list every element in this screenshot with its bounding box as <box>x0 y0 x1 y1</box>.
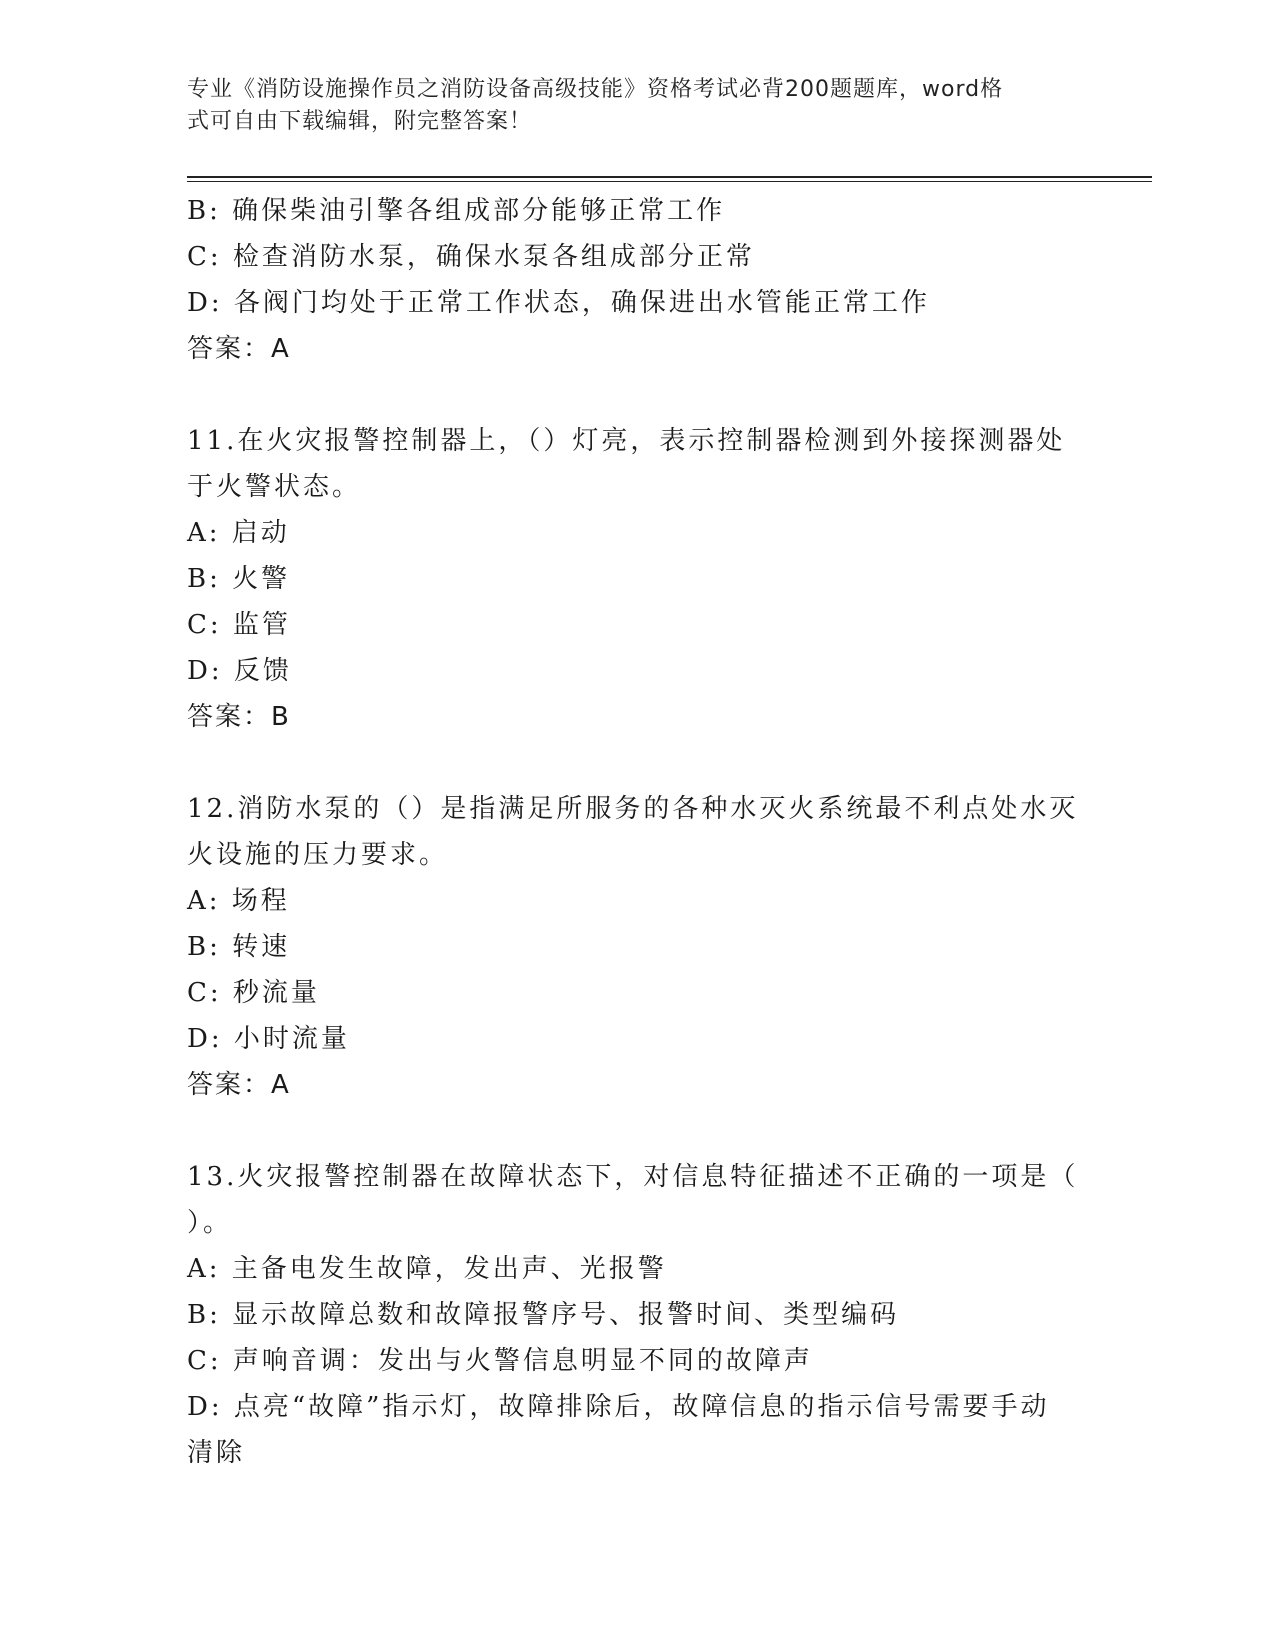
spacer <box>187 1108 1077 1154</box>
question-text-line-2: 火设施的压力要求。 <box>187 840 449 870</box>
option-b: B: 显示故障总数和故障报警序号、报警时间、类型编码 <box>187 1300 900 1330</box>
prev-question <box>187 188 1077 372</box>
option-a: A: 主备电发生故障，发出声、光报警 <box>187 1254 667 1284</box>
answer: 答案：B <box>187 702 291 732</box>
question-text-line-2: 于火警状态。 <box>187 472 362 502</box>
option-c: C: 监管 <box>187 610 291 640</box>
question-text-line-1: 11.在火灾报警控制器上，（）灯亮，表示控制器检测到外接探测器处 <box>187 426 1066 456</box>
option-c: C: 声响音调：发出与火警信息明显不同的故障声 <box>187 1346 813 1376</box>
option-a: A: 场程 <box>187 886 290 916</box>
option-d: D: 点亮“故障”指示灯，故障排除后，故障信息的指示信号需要手动 <box>187 1392 1050 1422</box>
question-text-line-2: ）。 <box>187 1208 233 1238</box>
option-c: C: 检查消防水泵，确保水泵各组成部分正常 <box>187 242 755 272</box>
header-line-1: 专业《消防设施操作员之消防设备高级技能》资格考试必背200题题库，word格 <box>187 77 1004 102</box>
spacer <box>187 740 1077 786</box>
option-d-continuation: 清除 <box>187 1438 246 1468</box>
header-rule-thin <box>187 181 1152 182</box>
option-d: D: 反馈 <box>187 656 292 686</box>
option-d: D: 各阀门均处于正常工作状态，确保进出水管能正常工作 <box>187 288 930 318</box>
document-header <box>187 74 1067 138</box>
question-text-line-1: 12.消防水泵的（）是指满足所服务的各种水灭火系统最不利点处水灭 <box>187 794 1079 824</box>
question-13 <box>187 1154 1077 1476</box>
option-b: B: 确保柴油引擎各组成部分能够正常工作 <box>187 196 726 226</box>
header-rule-thick <box>187 176 1152 178</box>
option-a: A: 启动 <box>187 518 290 548</box>
answer: 答案：A <box>187 1070 291 1100</box>
header-line-2: 式可自由下载编辑，附完整答案！ <box>187 109 533 134</box>
question-11 <box>187 418 1077 740</box>
spacer <box>187 372 1077 418</box>
question-content <box>187 188 1077 1476</box>
option-b: B: 火警 <box>187 564 291 594</box>
question-12 <box>187 786 1077 1108</box>
question-text-line-1: 13.火灾报警控制器在故障状态下，对信息特征描述不正确的一项是（ <box>187 1162 1079 1192</box>
option-c: C: 秒流量 <box>187 978 320 1008</box>
answer: 答案：A <box>187 334 291 364</box>
option-b: B: 转速 <box>187 932 291 962</box>
option-d: D: 小时流量 <box>187 1024 350 1054</box>
